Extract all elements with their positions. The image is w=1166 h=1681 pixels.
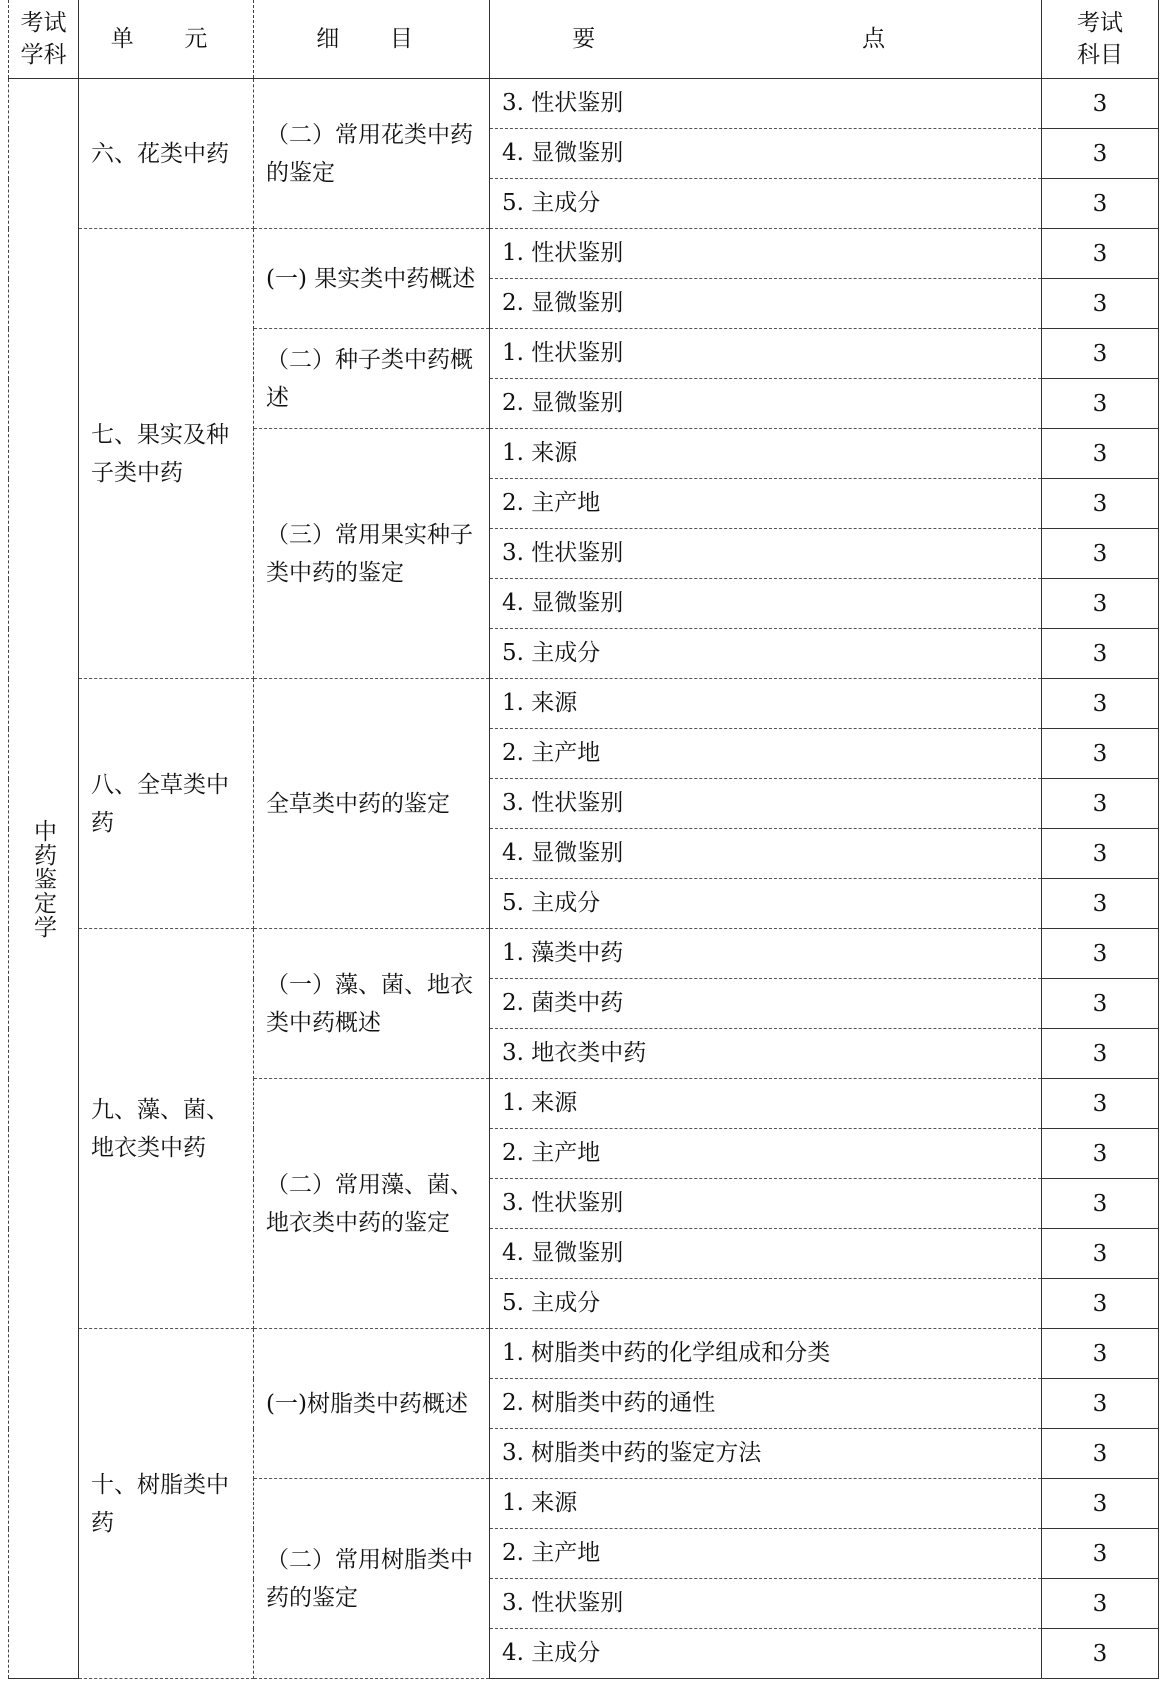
unit-cell: 七、果实及种子类中药 [79,229,254,679]
level-cell: 3 [1042,979,1159,1029]
unit-cell: 六、花类中药 [79,79,254,229]
point-cell: 2. 树脂类中药的通性 [490,1379,1042,1429]
detail-cell: 全草类中药的鉴定 [254,679,490,929]
point-cell: 1. 树脂类中药的化学组成和分类 [490,1329,1042,1379]
syllabus-table [8,0,1159,1679]
point-cell: 2. 主产地 [490,479,1042,529]
point-cell: 3. 性状鉴别 [490,779,1042,829]
level-cell: 3 [1042,879,1159,929]
level-cell: 3 [1042,79,1159,129]
level-cell: 3 [1042,1379,1159,1429]
point-cell: 1. 性状鉴别 [490,229,1042,279]
level-cell: 3 [1042,379,1159,429]
detail-cell: (一) 果实类中药概述 [254,229,490,329]
point-cell: 2. 菌类中药 [490,979,1042,1029]
level-cell: 3 [1042,1179,1159,1229]
level-cell: 3 [1042,1579,1159,1629]
point-cell: 1. 性状鉴别 [490,329,1042,379]
level-cell: 3 [1042,679,1159,729]
point-cell: 2. 显微鉴别 [490,279,1042,329]
level-cell: 3 [1042,779,1159,829]
point-cell: 1. 来源 [490,679,1042,729]
level-cell: 3 [1042,1429,1159,1479]
point-cell: 3. 性状鉴别 [490,1179,1042,1229]
table-row [9,679,1159,729]
detail-cell: （一）藻、菌、地衣类中药概述 [254,929,490,1079]
unit-cell: 八、全草类中药 [79,679,254,929]
point-cell: 4. 显微鉴别 [490,829,1042,879]
detail-cell: (一)树脂类中药概述 [254,1329,490,1479]
point-cell: 4. 显微鉴别 [490,1229,1042,1279]
point-cell: 5. 主成分 [490,179,1042,229]
table-header [9,0,1159,79]
point-cell: 3. 性状鉴别 [490,1579,1042,1629]
level-cell: 3 [1042,279,1159,329]
unit-cell: 十、树脂类中药 [79,1329,254,1679]
level-cell: 3 [1042,1129,1159,1179]
header-point: 要 点 [490,0,1042,79]
unit-cell: 九、藻、菌、地衣类中药 [79,929,254,1329]
subject-cell [9,79,79,1679]
level-cell: 3 [1042,1029,1159,1079]
point-cell: 3. 树脂类中药的鉴定方法 [490,1429,1042,1479]
point-cell: 5. 主成分 [490,629,1042,679]
subject-name: 中药鉴定学 [30,818,56,939]
table-row [9,229,1159,279]
header-detail: 细 目 [254,0,490,79]
level-cell: 3 [1042,1329,1159,1379]
level-cell: 3 [1042,329,1159,379]
point-cell: 2. 主产地 [490,1529,1042,1579]
point-cell: 2. 显微鉴别 [490,379,1042,429]
point-cell: 1. 来源 [490,1079,1042,1129]
point-cell: 3. 地衣类中药 [490,1029,1042,1079]
table-row [9,1329,1159,1379]
point-cell: 4. 显微鉴别 [490,129,1042,179]
level-cell: 3 [1042,429,1159,479]
header-subject: 考试学科 [9,0,79,79]
table-row [9,929,1159,979]
table-body [9,79,1159,1679]
point-cell: 5. 主成分 [490,879,1042,929]
level-cell: 3 [1042,1229,1159,1279]
level-cell: 3 [1042,729,1159,779]
point-cell: 5. 主成分 [490,1279,1042,1329]
point-cell: 2. 主产地 [490,1129,1042,1179]
level-cell: 3 [1042,1479,1159,1529]
level-cell: 3 [1042,529,1159,579]
detail-cell: （二）常用树脂类中药的鉴定 [254,1479,490,1679]
header-unit: 单 元 [79,0,254,79]
point-cell: 1. 来源 [490,429,1042,479]
level-cell: 3 [1042,579,1159,629]
level-cell: 3 [1042,629,1159,679]
syllabus-document [8,0,1158,1675]
level-cell: 3 [1042,1629,1159,1679]
level-cell: 3 [1042,179,1159,229]
point-cell: 4. 显微鉴别 [490,579,1042,629]
detail-cell: （二）常用藻、菌、地衣类中药的鉴定 [254,1079,490,1329]
level-cell: 3 [1042,929,1159,979]
point-cell: 1. 来源 [490,1479,1042,1529]
level-cell: 3 [1042,1279,1159,1329]
header-level: 考试科目 [1042,0,1159,79]
point-cell: 2. 主产地 [490,729,1042,779]
point-cell: 3. 性状鉴别 [490,79,1042,129]
level-cell: 3 [1042,1529,1159,1579]
point-cell: 3. 性状鉴别 [490,529,1042,579]
detail-cell: （二）常用花类中药的鉴定 [254,79,490,229]
point-cell: 4. 主成分 [490,1629,1042,1679]
level-cell: 3 [1042,229,1159,279]
level-cell: 3 [1042,129,1159,179]
level-cell: 3 [1042,829,1159,879]
detail-cell: （三）常用果实种子类中药的鉴定 [254,429,490,679]
detail-cell: （二）种子类中药概述 [254,329,490,429]
point-cell: 1. 藻类中药 [490,929,1042,979]
level-cell: 3 [1042,1079,1159,1129]
level-cell: 3 [1042,479,1159,529]
table-row [9,79,1159,129]
